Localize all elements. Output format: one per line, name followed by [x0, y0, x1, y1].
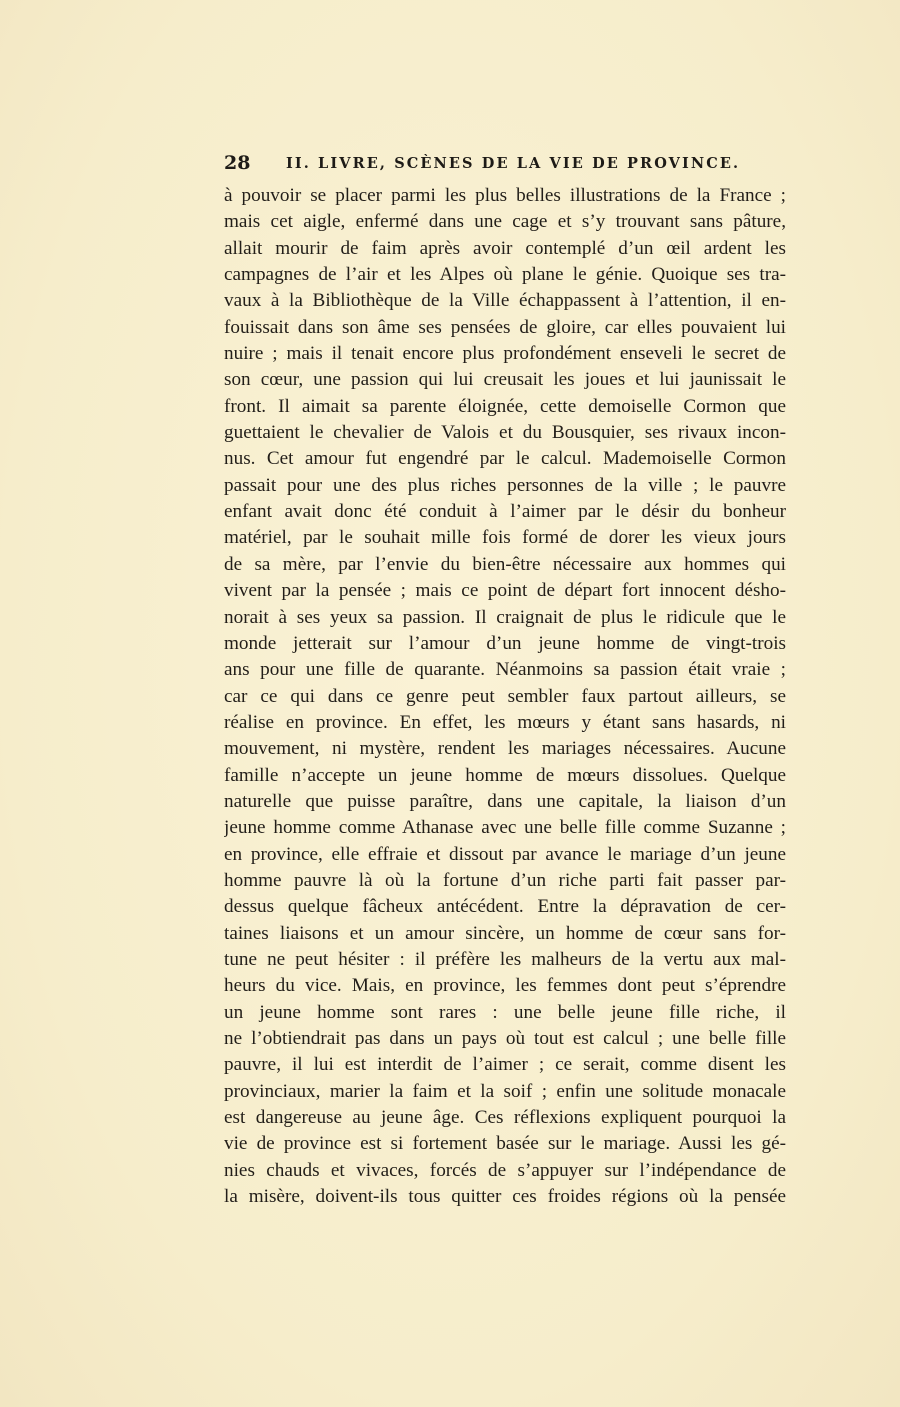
text-line: nies chauds et vivaces, forcés de s’appuyer sur l’indépendance de	[224, 1159, 786, 1181]
text-line: ans pour une fille de quarante. Néanmoins sa passion était vraie ;	[224, 659, 786, 681]
running-head: II. LIVRE, SCÈNES DE LA VIE DE PROVINCE.	[286, 155, 741, 172]
text-line: en province, elle effraie et dissout par avance le mariage d’un jeune	[224, 843, 786, 865]
text-line: vie de province est si fortement basée sur le mariage. Aussi les gé-	[224, 1133, 786, 1155]
text-line: homme pauvre là où la fortune d’un riche parti fait passer par-	[224, 869, 786, 891]
text-line: nuire ; mais il tenait encore plus profondément enseveli le secret de	[224, 343, 786, 365]
text-line: vivent par la pensée ; mais ce point de départ fort innocent désho-	[224, 580, 786, 602]
text-line: guettaient le chevalier de Valois et du Bousquier, ses rivaux incon-	[224, 422, 786, 444]
text-line: réalise en province. En effet, les mœurs y étant sans hasards, ni	[224, 711, 786, 733]
text-line: car ce qui dans ce genre peut sembler faux partout ailleurs, se	[224, 685, 786, 707]
text-line: passait pour une des plus riches personnes de la ville ; le pauvre	[224, 474, 786, 496]
text-line: jeune homme comme Athanase avec une belle fille comme Suzanne ;	[224, 817, 786, 839]
text-line: front. Il aimait sa parente éloignée, cette demoiselle Cormon que	[224, 395, 786, 417]
text-line: de sa mère, par l’envie du bien-être nécessaire aux hommes qui	[224, 553, 786, 575]
text-line: campagnes de l’air et les Alpes où plane le génie. Quoique ses tra-	[224, 264, 786, 286]
text-line: vaux à la Bibliothèque de la Ville échappassent à l’attention, il en-	[224, 290, 786, 312]
text-line: naturelle que puisse paraître, dans une capitale, la liaison d’un	[224, 790, 786, 812]
text-line: enfant avait donc été conduit à l’aimer par le désir du bonheur	[224, 501, 786, 523]
text-line: allait mourir de faim après avoir contemplé d’un œil ardent les	[224, 237, 786, 259]
body-text	[224, 183, 786, 1210]
text-line: ne l’obtiendrait pas dans un pays où tout est calcul ; une belle fille	[224, 1028, 786, 1049]
text-line: mouvement, ni mystère, rendent les mariages nécessaires. Aucune	[224, 738, 786, 760]
text-line: mais cet aigle, enfermé dans une cage et s’y trouvant sans pâture,	[224, 211, 786, 233]
text-line: fouissait dans son âme ses pensées de gloire, car elles pouvaient lui	[224, 316, 786, 338]
page-number: 28	[224, 152, 251, 174]
text-line: taines liaisons et un amour sincère, un homme de cœur sans for-	[224, 922, 786, 944]
text-line: famille n’accepte un jeune homme de mœurs dissolues. Quelque	[224, 764, 786, 786]
text-line: est dangereuse au jeune âge. Ces réflexions expliquent pourquoi la	[224, 1107, 786, 1129]
text-line: matériel, par le souhait mille fois formé de dorer les vieux jours	[224, 527, 786, 549]
text-line: norait à ses yeux sa passion. Il craignait de plus le ridicule que le	[224, 606, 786, 628]
text-line: la misère, doivent-ils tous quitter ces froides régions où la pensée	[224, 1186, 786, 1208]
text-line: pauvre, il lui est interdit de l’aimer ; ce serait, comme disent les	[224, 1054, 786, 1076]
text-line: un jeune homme sont rares : une belle jeune fille riche, il	[224, 1001, 786, 1023]
text-line: monde jetterait sur l’amour d’un jeune homme de vingt-trois	[224, 632, 786, 654]
text-line: à pouvoir se placer parmi les plus belles illustrations de la France ;	[224, 185, 786, 206]
text-line: nus. Cet amour fut engendré par le calcul. Mademoiselle Cormon	[224, 448, 786, 470]
text-line: heurs du vice. Mais, en province, les femmes dont peut s’éprendre	[224, 975, 786, 997]
text-line: son cœur, une passion qui lui creusait les joues et lui jaunissait le	[224, 369, 786, 391]
text-line: provinciaux, marier la faim et la soif ; enfin une solitude monacale	[224, 1080, 786, 1102]
page-header	[224, 152, 786, 180]
text-line: dessus quelque fâcheux antécédent. Entre la dépravation de cer-	[224, 896, 786, 918]
text-line: tune ne peut hésiter : il préfère les malheurs de la vertu aux mal-	[224, 948, 786, 970]
